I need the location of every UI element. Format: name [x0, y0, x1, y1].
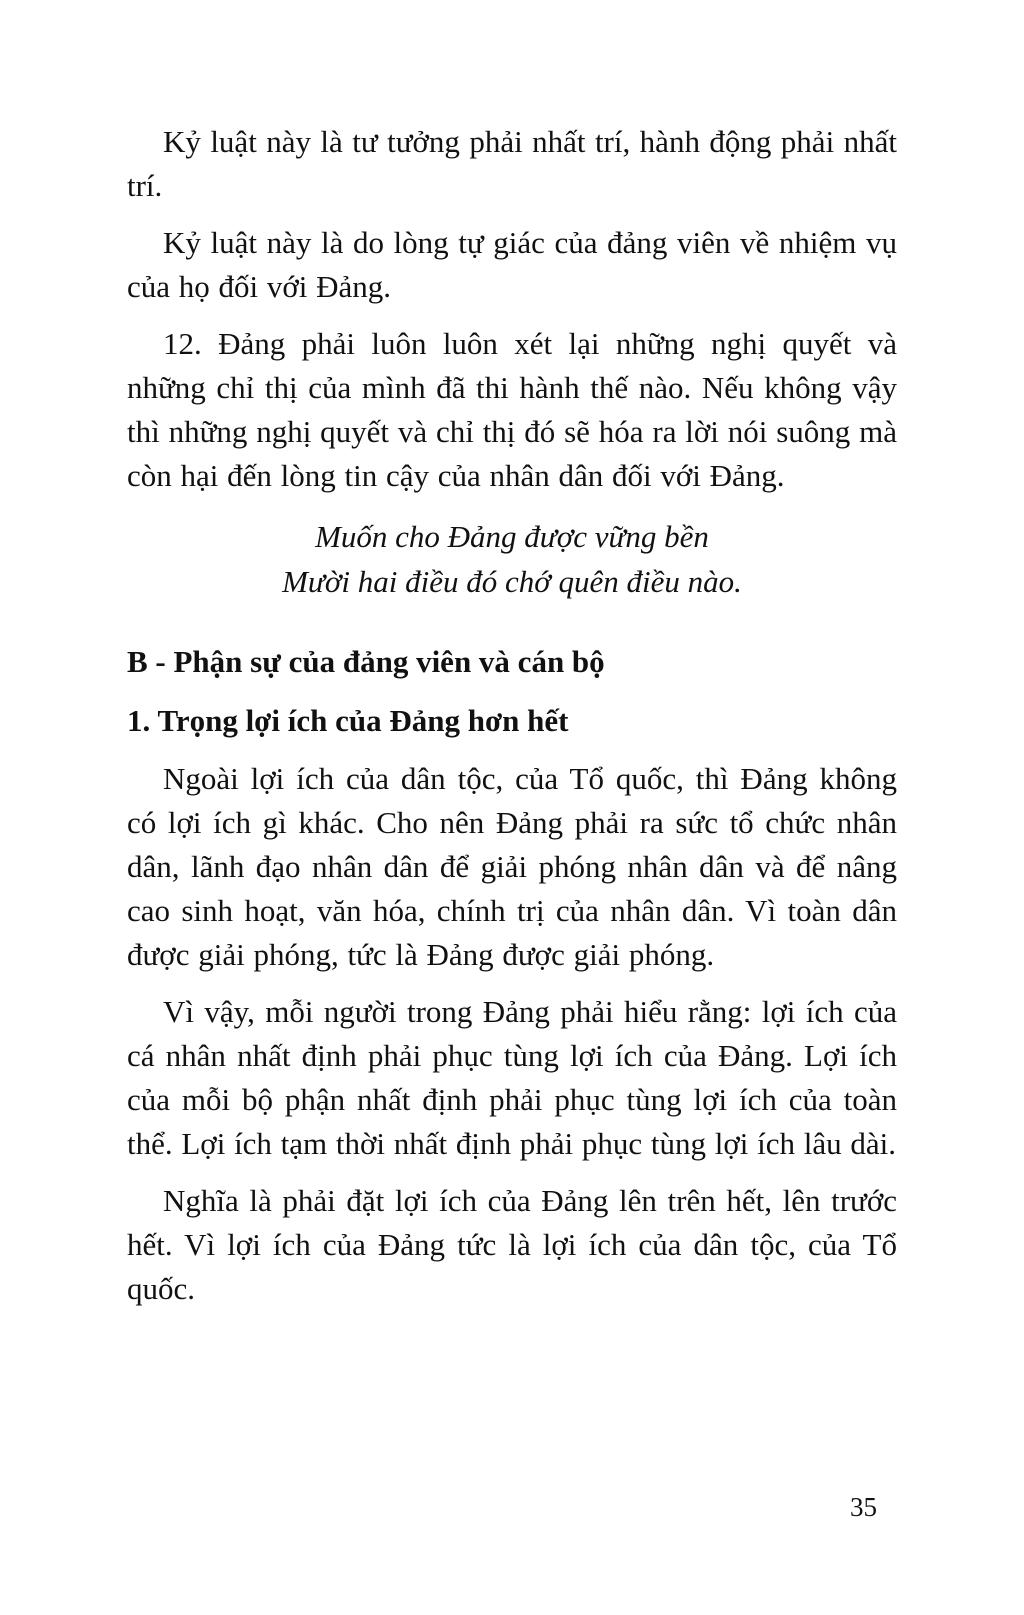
paragraph-item-12: 12. Đảng phải luôn luôn xét lại những nghị quyết và những chỉ thị của mình đã thi hành thế nào. Nếu không vậy thì những nghị quyết và chỉ thị đó sẽ hóa ra lời nói suông mà còn hại đến lòng tin cậy của nhân dân đối với Đảng. — [127, 326, 897, 493]
paragraph-party-interest-1: Ngoài lợi ích của dân tộc, của Tổ quốc, thì Đảng không có lợi ích gì khác. Cho nên Đảng phải ra sức tổ chức nhân dân, lãnh đạo nhân dân để giải phóng nhân dân và để nâng cao sinh hoạt, văn hóa, chính trị của nhân dân. Vì toàn dân được giải phóng, tức là Đảng được giải phóng. — [127, 761, 897, 972]
page-number: 35 — [850, 1492, 877, 1522]
paragraph-party-interest-3: Nghĩa là phải đặt lợi ích của Đảng lên trên hết, lên trước hết. Vì lợi ích của Đảng tức là lợi ích của dân tộc, của Tổ quốc. — [127, 1183, 897, 1306]
paragraph-discipline-2: Kỷ luật này là do lòng tự giác của đảng viên về nhiệm vụ của họ đối với Đảng. — [127, 225, 897, 304]
verse-couplet — [127, 514, 897, 604]
paragraph-discipline-1: Kỷ luật này là tư tưởng phải nhất trí, hành động phải nhất trí. — [127, 124, 897, 203]
subsection-heading-1: 1. Trọng lợi ích của Đảng hơn hết — [127, 703, 569, 738]
paragraph-party-interest-2: Vì vậy, mỗi người trong Đảng phải hiểu rằng: lợi ích của cá nhân nhất định phải phục tùng lợi ích của Đảng. Lợi ích của mỗi bộ phận nhất định phải phục tùng lợi ích của toàn thể. Lợi ích tạm thời nhất định phải phục tùng lợi ích lâu dài. — [127, 994, 897, 1161]
section-heading-b: B - Phận sự của đảng viên và cán bộ — [127, 644, 605, 679]
verse-line-1: Muốn cho Đảng được vững bền — [315, 519, 709, 554]
verse-line-2: Mười hai điều đó chớ quên điều nào. — [282, 564, 742, 599]
